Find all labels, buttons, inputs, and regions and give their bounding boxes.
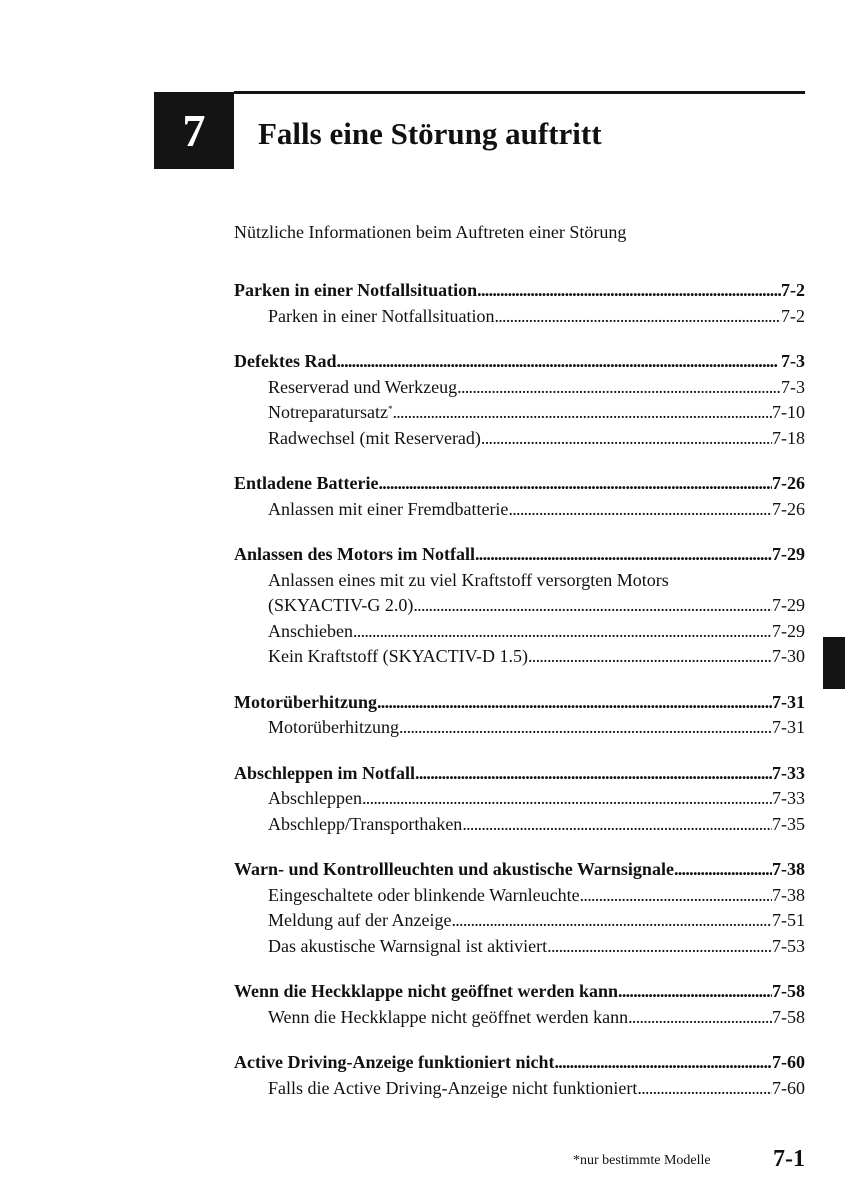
dot-leader [413, 593, 772, 619]
toc-entry-sub[interactable] [234, 934, 805, 960]
entry-title: Abschleppen im Notfall [234, 762, 416, 783]
entry-title: Wenn die Heckklappe nicht geöffnet werden kann [268, 1006, 629, 1027]
entry-title: Eingeschaltete oder blinkende Warnleuchte [268, 884, 580, 905]
entry-page: 7-3 [781, 376, 805, 397]
entry-page: 7-31 [772, 717, 805, 737]
entry-title: Motorüberhitzung [268, 717, 399, 737]
entry-title: Reserverad und Werkzeug [268, 376, 458, 397]
dot-leader [353, 619, 772, 645]
entry-title-wrap [268, 400, 392, 426]
entry-page: 7-3 [781, 351, 805, 371]
dot-leader [508, 497, 772, 523]
dot-leader [457, 375, 781, 401]
entry-title: Radwechsel (mit Reserverad) [268, 427, 481, 448]
entry-page: 7-33 [772, 762, 805, 783]
entry-title: Meldung auf der Anzeige [268, 910, 452, 930]
toc-entry-main[interactable] [234, 1050, 805, 1076]
toc-section [234, 349, 805, 451]
chapter-rule [234, 91, 805, 94]
entry-title: Motorüberhitzung [234, 691, 377, 712]
dot-leader [451, 908, 772, 934]
toc-entry-main[interactable] [234, 761, 805, 787]
entry-title: Abschlepp/Transporthaken [268, 813, 463, 834]
toc-section [234, 857, 805, 959]
entry-title: Abschleppen [268, 788, 362, 808]
toc-entry-main[interactable] [234, 979, 805, 1005]
chapter-title: Falls eine Störung auftritt [258, 116, 602, 151]
toc-entry-sub[interactable] [234, 375, 805, 401]
entry-page: 7-38 [772, 884, 805, 905]
entry-title: Anlassen eines mit zu viel Kraftstoff versorgten Motors [268, 569, 669, 590]
entry-title: Anschieben [268, 620, 353, 641]
dot-leader [462, 812, 772, 838]
chapter-number: 7 [154, 92, 234, 169]
entry-page: 7-58 [772, 981, 805, 1001]
dot-leader [377, 690, 772, 716]
dot-leader [362, 786, 772, 812]
toc-section [234, 471, 805, 522]
toc-entry-sub[interactable] [234, 593, 805, 619]
dot-leader [481, 426, 772, 452]
toc-entry-main[interactable] [234, 542, 805, 568]
entry-title: Defektes Rad [234, 351, 337, 371]
dot-leader [477, 278, 781, 304]
dot-leader [494, 304, 781, 330]
entry-page: 7-10 [772, 402, 805, 422]
dot-leader [336, 349, 781, 375]
entry-page: 7-38 [772, 859, 805, 879]
entry-page: 7-26 [772, 473, 805, 493]
entry-page: 7-31 [772, 691, 805, 712]
toc-entry-sub[interactable] [234, 619, 805, 645]
dot-leader [392, 400, 772, 426]
entry-page: 7-33 [772, 788, 805, 808]
dot-leader [415, 761, 772, 787]
dot-leader [475, 542, 772, 568]
toc-entry-sub[interactable] [234, 644, 805, 670]
toc-entry-sub[interactable] [234, 304, 805, 330]
dot-leader [628, 1005, 772, 1031]
toc-entry-sub[interactable] [234, 400, 805, 426]
entry-title: Wenn die Heckklappe nicht geöffnet werden kann [234, 981, 619, 1001]
toc-entry-main[interactable] [234, 857, 805, 883]
entry-page: 7-29 [772, 544, 805, 564]
toc-entry-main[interactable] [234, 278, 805, 304]
entry-page: 7-29 [772, 620, 805, 641]
entry-page: 7-26 [772, 498, 805, 519]
entry-title: Parken in einer Notfallsituation [234, 280, 478, 300]
entry-title: Das akustische Warnsignal ist aktiviert [268, 935, 548, 956]
chapter-tab-marker [823, 637, 845, 689]
page-number: 7-1 [773, 1146, 805, 1172]
dot-leader [618, 979, 772, 1005]
entry-title: Warn- und Kontrollleuchten und akustische Warnsignale [234, 859, 674, 879]
dot-leader [580, 883, 772, 909]
toc-entry-main[interactable] [234, 690, 805, 716]
optional-marker: * [387, 404, 393, 414]
entry-page: 7-58 [772, 1006, 805, 1027]
entry-title: Active Driving-Anzeige funktioniert nicht [234, 1052, 555, 1072]
dot-leader [528, 644, 772, 670]
toc-section [234, 1050, 805, 1101]
toc-entry-sub[interactable] [234, 497, 805, 523]
toc-entry-main[interactable] [234, 471, 805, 497]
toc-entry-sub[interactable] [234, 426, 805, 452]
dot-leader [399, 715, 772, 741]
toc-section [234, 690, 805, 741]
dot-leader [637, 1076, 772, 1102]
entry-page: 7-30 [772, 646, 805, 666]
dot-leader [554, 1050, 772, 1076]
entry-page: 7-35 [772, 813, 805, 834]
entry-title: Parken in einer Notfallsituation [268, 305, 495, 326]
toc-entry-sub[interactable] [234, 786, 805, 812]
table-of-contents [234, 278, 805, 1101]
footnote: *nur bestimmte Modelle [573, 1153, 711, 1168]
entry-title: Anlassen des Motors im Notfall [234, 544, 475, 564]
toc-entry-sub-line1[interactable] [234, 568, 805, 594]
entry-title: (SKYACTIV-G 2.0) [268, 595, 414, 615]
entry-page: 7-18 [772, 427, 805, 448]
toc-entry-sub[interactable] [234, 1076, 805, 1102]
entry-title: Anlassen mit einer Fremdbatterie [268, 498, 509, 519]
toc-section [234, 542, 805, 670]
toc-entry-sub[interactable] [234, 1005, 805, 1031]
entry-page: 7-2 [781, 305, 805, 326]
dot-leader [674, 857, 772, 883]
toc-entry-sub[interactable] [234, 812, 805, 838]
entry-title: Falls die Active Driving-Anzeige nicht funktioniert [268, 1077, 638, 1098]
entry-title: Notreparatursatz [268, 402, 388, 422]
toc-section [234, 979, 805, 1030]
entry-page: 7-51 [772, 910, 805, 930]
entry-title: Entladene Batterie [234, 473, 379, 493]
dot-leader [547, 934, 772, 960]
entry-title: Kein Kraftstoff (SKYACTIV-D 1.5) [268, 646, 528, 666]
entry-page: 7-53 [772, 935, 805, 956]
entry-page: 7-60 [772, 1077, 805, 1098]
toc-entry-sub[interactable] [234, 883, 805, 909]
entry-page: 7-29 [772, 595, 805, 615]
toc-section [234, 761, 805, 838]
toc-entry-sub[interactable] [234, 715, 805, 741]
entry-page: 7-60 [772, 1052, 805, 1072]
toc-entry-sub[interactable] [234, 908, 805, 934]
intro-text: Nützliche Informationen beim Auftreten einer Störung [234, 222, 627, 242]
entry-page: 7-2 [781, 280, 805, 300]
toc-entry-main[interactable] [234, 349, 805, 375]
dot-leader [378, 471, 772, 497]
toc-section [234, 278, 805, 329]
